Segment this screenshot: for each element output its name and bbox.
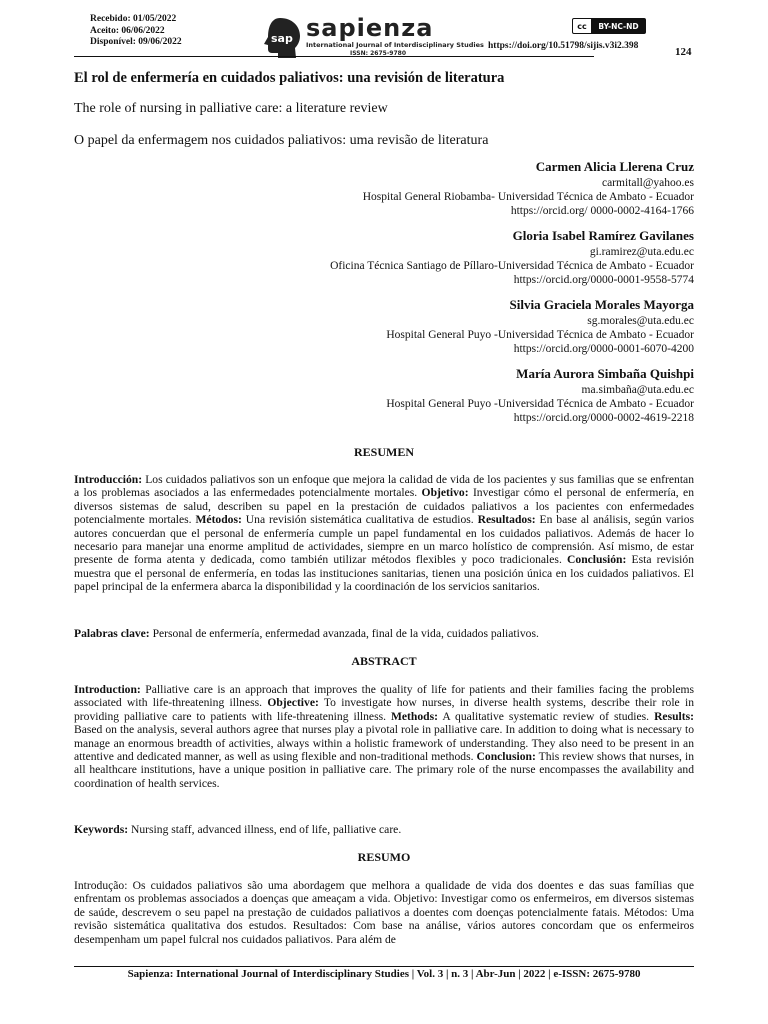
resumen-results-label: Resultados: — [477, 513, 536, 527]
abstract-conclusion: This review shows that nurses, in all healthcare institutions, have a unique position in palliative care. The primary role of the nurse encompasses the availability and coordination of health services. — [74, 750, 694, 790]
resumen-methods-label: Métodos: — [195, 513, 242, 527]
abstract-heading-row — [74, 655, 694, 668]
resumen-conclusion-label: Conclusión: — [567, 553, 627, 567]
resumen-objective-label: Objetivo: — [421, 486, 469, 500]
resumen-objective: Investigar cómo el personal de enfermería, en diversos sistemas de salud, describen su papel en la prestación de cuidados paliativos a los pacientes con enfermedades potencialmente mortales. — [74, 486, 694, 527]
author-orcid[interactable]: https://orcid.org/0000-0002-4619-2218 — [513, 412, 694, 424]
author-name: Silvia Graciela Morales Mayorga — [509, 297, 694, 312]
journal-footer: Sapienza: International Journal of Interdisciplinary Studies | Vol. 3 | n. 3 | Abr-Jun | 2022 | e-ISSN: 2675-9780 — [127, 968, 641, 980]
title-english: The role of nursing in palliative care: a literature review — [74, 101, 388, 116]
resumo-body — [74, 879, 694, 946]
doi-link[interactable]: https://doi.org/10.51798/sijis.v3i2.398 — [488, 41, 639, 51]
logo-wordmark: sapienza — [306, 14, 434, 42]
author-block — [74, 296, 694, 356]
abstract-methods: A qualitative systematic review of studies. — [437, 709, 655, 723]
resumo-text: Introdução: Os cuidados paliativos são uma abordagem que melhora a qualidade de vida dos doentes e das suas famílias que enfrentam os problemas associados a doenças que ameaçam a vida. Objetivo: Investigar como os enfermeiros, em diversos sistemas de saúde, descrevem o seu papel na prestação de cuidados paliativos a doentes com doenças potencialmente fatais. Métodos: Uma revisão sistemática qualitativa dos estudos. Resultados: Com base na análise, vários autores concordam que os enfermeiros desempenham um papel fulcral nos cuidados paliativos. Para além de — [74, 879, 694, 946]
resumen-intro-label: Introducción: — [74, 473, 143, 486]
license-badge[interactable] — [572, 18, 646, 34]
resumen-intro: Los cuidados paliativos son un enfoque que mejora la calidad de vida de los pacientes y sus familias que se enfrentan a los problemas asociados a las enfermedades potencialmente mortales. — [74, 473, 694, 500]
author-affiliation: Oficina Técnica Santiago de Píllaro-Universidad Técnica de Ambato - Ecuador — [330, 260, 694, 272]
resumen-results: En base al análisis, según varios autores concuerdan que el personal de enfermería cumple un papel fundamental en los cuidados paliativos. Además de hacer lo necesario para manejar una enorme amplitud de actividades, siempre en un marco holístico de comprensión. Así mismo, de estar presente de forma atenta y dedicada, como también utilizar métodos flexibles y poco tradicionales. — [74, 513, 695, 567]
author-affiliation: Hospital General Riobamba- Universidad Técnica de Ambato - Ecuador — [362, 191, 694, 203]
journal-logo — [260, 16, 490, 60]
resumo-heading: RESUMO — [357, 850, 411, 864]
author-affiliation: Hospital General Puyo -Universidad Técnica de Ambato - Ecuador — [386, 329, 694, 341]
resumen-keywords-label: Palabras clave: — [74, 627, 150, 640]
author-affiliation: Hospital General Puyo -Universidad Técnica de Ambato - Ecuador — [386, 398, 694, 410]
resumen-methods: Una revisión sistemática cualitativa de estudios. — [241, 513, 478, 527]
abstract-keywords-label: Keywords: — [74, 823, 129, 836]
abstract-results: Based on the analysis, several authors agree that nurses play a pivotal role in palliative care. In addition to doing what is necessary to manage an enormous breadth of activities, always within a holistic framework of understanding. They also need to be present in an attentive and dedicated manner, as well as using flexible and non-traditional methods. — [74, 723, 694, 764]
abstract-heading: ABSTRACT — [351, 654, 417, 668]
abstract-objective: To investigate how nurses, in diverse health systems, describe their role in providing palliative care to patients with life-threatening illness. — [74, 696, 694, 723]
creative-commons-icon: cc — [573, 19, 592, 33]
author-list — [74, 158, 694, 434]
author-block — [74, 227, 694, 287]
header-divider — [74, 56, 594, 57]
author-block — [74, 365, 694, 425]
abstract-intro-label: Introduction: — [74, 683, 141, 696]
received-date: Recebido: 01/05/2022 — [90, 14, 177, 24]
abstract-intro: Palliative care is an approach that improves the quality of life for patients and their families facing the problems associated with life-threatening illness. — [74, 683, 694, 710]
journal-header — [74, 14, 694, 62]
abstract-body — [74, 683, 694, 790]
author-email[interactable]: sg.morales@uta.edu.ec — [587, 315, 694, 327]
abstract-objective-label: Objective: — [267, 696, 319, 710]
available-date: Disponível: 09/06/2022 — [90, 37, 182, 47]
title-spanish: El rol de enfermería en cuidados paliativos: una revisión de literatura — [74, 70, 505, 86]
abstract-methods-label: Methods: — [390, 709, 438, 723]
author-email[interactable]: ma.simbaña@uta.edu.ec — [581, 384, 694, 396]
resumen-body — [74, 473, 694, 594]
accepted-date: Aceito: 06/06/2022 — [90, 25, 165, 36]
svg-text:sap: sap — [271, 32, 293, 45]
author-orcid[interactable]: https://orcid.org/0000-0001-9558-5774 — [513, 274, 694, 286]
page-number: 124 — [675, 46, 692, 58]
abstract-conclusion-label: Conclusion: — [476, 750, 536, 764]
resumen-conclusion: Esta revisión muestra que el personal de enfermería, en todas las instituciones sanitarias, tienen una posición única en los cuidados paliativos. El papel principal de la enfermera abarca la disponibilidad y la coordinación de los servicios sanitarios. — [74, 553, 694, 594]
author-name: María Aurora Simbaña Quishpi — [516, 366, 694, 381]
resumen-heading: RESUMEN — [353, 445, 414, 459]
author-orcid[interactable]: https://orcid.org/ 0000-0002-4164-1766 — [510, 205, 694, 217]
footer-divider — [74, 966, 694, 967]
abstract-keywords-text: Nursing staff, advanced illness, end of life, palliative care. — [128, 823, 402, 836]
logo-issn: ISSN: 2675-9780 — [350, 50, 407, 57]
author-email[interactable]: carmitall@yahoo.es — [601, 177, 694, 189]
author-name: Gloria Isabel Ramírez Gavilanes — [512, 228, 694, 243]
resumen-keywords-text: Personal de enfermería, enfermedad avanzada, final de la vida, cuidados paliativos. — [149, 627, 539, 640]
abstract-results-label: Results: — [654, 709, 694, 723]
license-label: BY-NC-ND — [592, 19, 645, 33]
author-block — [74, 158, 694, 218]
abstract-keywords — [74, 823, 694, 836]
title-portuguese: O papel da enfermagem nos cuidados paliativos: uma revisão de literatura — [74, 133, 489, 148]
logo-subtitle: International Journal of Interdisciplinary Studies — [306, 41, 484, 49]
author-name: Carmen Alicia Llerena Cruz — [535, 159, 694, 174]
resumen-keywords — [74, 627, 694, 640]
submission-dates — [90, 14, 182, 49]
author-orcid[interactable]: https://orcid.org/0000-0001-6070-4200 — [513, 343, 694, 355]
resumo-heading-row — [74, 851, 694, 864]
head-silhouette-icon — [260, 16, 304, 60]
resumen-heading-row — [74, 446, 694, 459]
author-email[interactable]: gi.ramirez@uta.edu.ec — [589, 246, 694, 258]
